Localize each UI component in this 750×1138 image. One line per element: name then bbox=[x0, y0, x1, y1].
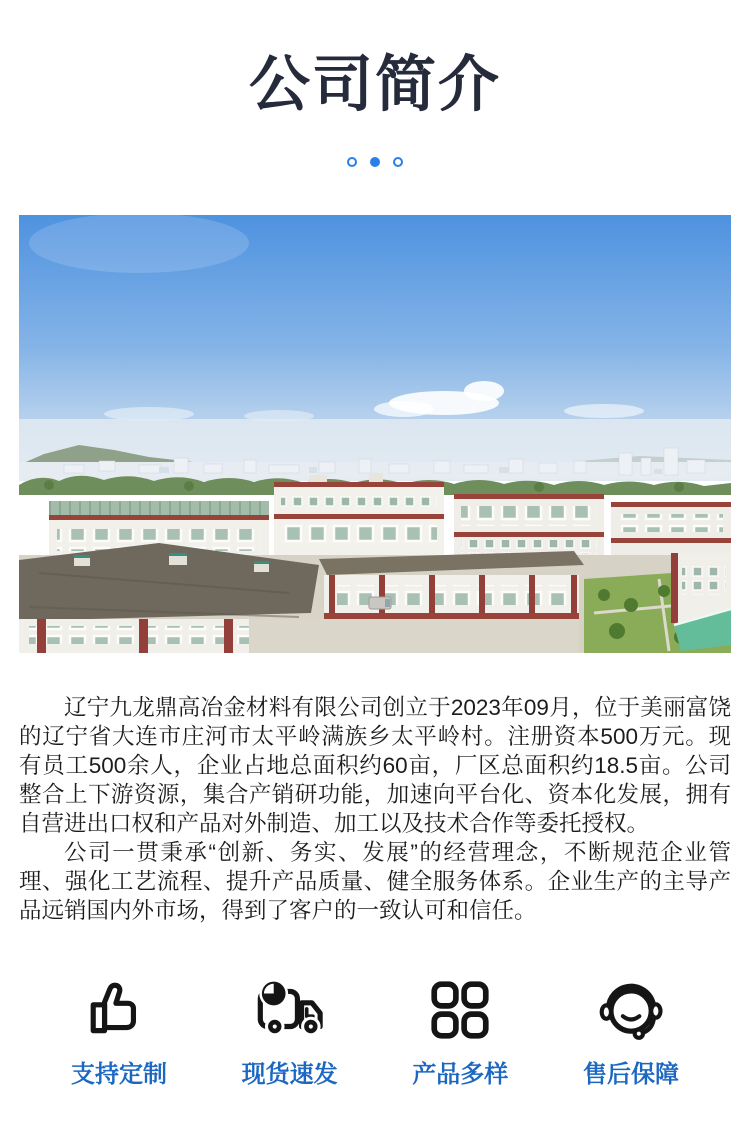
factory-photo bbox=[19, 215, 731, 653]
thumbs-up-icon bbox=[86, 975, 152, 1043]
headset-icon bbox=[595, 975, 667, 1043]
feature-label: 售后保障 bbox=[582, 1062, 679, 1088]
grid-icon bbox=[427, 975, 493, 1043]
about-paragraph-2: 公司一贯秉承“创新、务实、发展”的经营理念，不断规范企业管理、强化工艺流程、提升产品质量、健全服务体系。企业生产的主导产品远销国内外市场，得到了客户的一致认可和信任。 bbox=[19, 840, 731, 923]
feature-custom-support bbox=[38, 975, 200, 1089]
feature-row bbox=[0, 975, 750, 1089]
feature-product-variety bbox=[379, 975, 541, 1089]
company-description bbox=[19, 693, 731, 925]
truck-icon bbox=[250, 975, 328, 1043]
carousel-dot[interactable] bbox=[347, 157, 357, 167]
carousel-dot[interactable] bbox=[393, 157, 403, 167]
page-title: 公司简介 bbox=[248, 50, 501, 118]
feature-label: 支持定制 bbox=[71, 1062, 167, 1088]
about-paragraph-1: 辽宁九龙鼎高冶金材料有限公司创立于2023年09月，位于美丽富饶的辽宁省大连市庄河市太平岭满族乡太平岭村。注册资本500万元。现有员工500余人，企业占地总面积约60亩，厂区总面积约18.5亩。公司整合上下游资源，集合产销研功能，加速向平台化、资本化发展，拥有自营进出口权和产品对外制造、加工以及技术合作等委托授权。 bbox=[19, 695, 731, 836]
factory-photo-illustration bbox=[19, 215, 731, 653]
feature-label: 产品多样 bbox=[412, 1062, 509, 1088]
carousel-dot[interactable] bbox=[370, 157, 380, 167]
feature-fast-shipping bbox=[209, 975, 371, 1089]
feature-after-sales bbox=[550, 975, 712, 1089]
carousel-dots bbox=[0, 156, 750, 168]
feature-label: 现货速发 bbox=[241, 1062, 338, 1088]
